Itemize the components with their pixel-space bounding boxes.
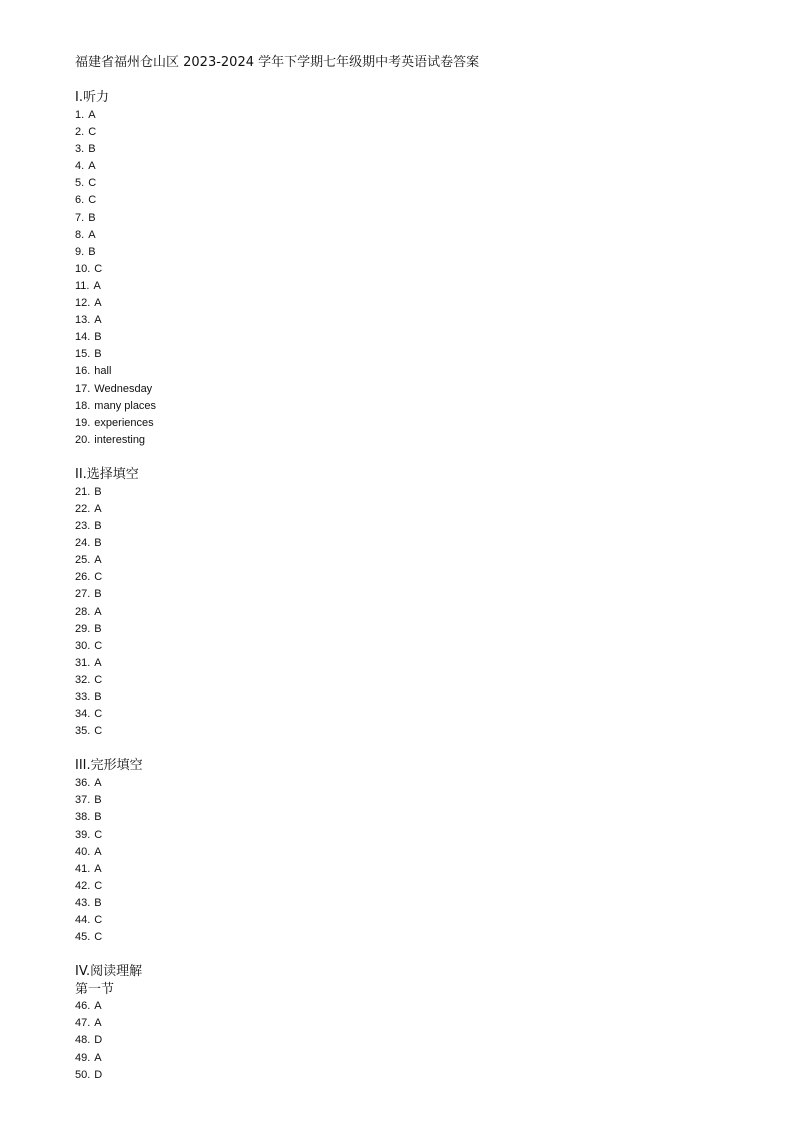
answer-value: C <box>88 126 97 139</box>
section-heading: I.听力 <box>75 90 109 105</box>
question-number: 26. <box>75 571 91 584</box>
answer-item <box>75 363 755 380</box>
answer-value: A <box>94 554 102 567</box>
question-number: 21. <box>75 485 91 498</box>
question-number: 35. <box>75 725 91 738</box>
question-number: 16. <box>75 365 91 378</box>
answer-value: A <box>94 502 102 515</box>
answer-item <box>75 827 755 844</box>
answer-value: B <box>94 811 102 824</box>
section-4 <box>75 963 755 1083</box>
answer-item <box>75 638 755 655</box>
answer-item <box>75 1015 755 1032</box>
answer-item <box>75 672 755 689</box>
question-number: 25. <box>75 554 91 567</box>
question-number: 8. <box>75 228 85 241</box>
answer-item <box>75 346 755 363</box>
question-number: 1. <box>75 109 85 121</box>
answer-item <box>75 244 755 261</box>
question-number: 43. <box>75 896 91 909</box>
answer-item <box>75 501 755 518</box>
answer-value: C <box>94 914 103 927</box>
answer-item <box>75 621 755 638</box>
question-number: 50. <box>75 1068 91 1081</box>
section-heading: IV.阅读理解 <box>75 964 143 980</box>
answer-item <box>75 1050 755 1067</box>
answer-item <box>75 586 755 603</box>
section-2 <box>75 466 755 740</box>
answer-item <box>75 175 755 192</box>
answer-value: A <box>94 314 102 327</box>
question-number: 20. <box>75 433 91 446</box>
question-number: 15. <box>75 348 91 361</box>
answer-item <box>75 929 755 946</box>
question-number: 12. <box>75 297 91 310</box>
answer-value: D <box>94 1034 103 1047</box>
question-number: 6. <box>75 194 85 207</box>
answer-item <box>75 415 755 432</box>
answer-item <box>75 689 755 706</box>
answer-item <box>75 706 755 723</box>
answer-item <box>75 141 755 158</box>
answer-item <box>75 192 755 209</box>
question-number: 39. <box>75 828 91 841</box>
answer-item <box>75 381 755 398</box>
answer-value: A <box>94 845 102 858</box>
answer-key-page <box>75 54 755 1101</box>
answer-item <box>75 261 755 278</box>
answer-value: A <box>88 228 96 241</box>
answer-item <box>75 432 755 449</box>
answer-item <box>75 723 755 740</box>
answer-item <box>75 398 755 415</box>
question-number: 13. <box>75 314 91 327</box>
document-title: 福建省福州仓山区 2023-2024 学年下学期七年级期中考英语试卷答案 <box>75 55 480 70</box>
question-number: 2. <box>75 126 85 139</box>
question-number: 19. <box>75 416 91 429</box>
question-number: 47. <box>75 1017 91 1030</box>
question-number: 11. <box>75 279 90 292</box>
answer-item <box>75 158 755 175</box>
question-number: 38. <box>75 811 91 824</box>
answer-value: A <box>94 1017 102 1030</box>
answer-value: B <box>94 588 102 601</box>
answer-item <box>75 912 755 929</box>
answer-item <box>75 484 755 501</box>
answer-value: B <box>94 691 102 703</box>
question-number: 31. <box>75 656 91 669</box>
question-number: 4. <box>75 160 85 173</box>
section-subheading: 第一节 <box>75 982 115 998</box>
answer-item <box>75 329 755 346</box>
answer-value: A <box>94 862 102 875</box>
question-number: 10. <box>75 262 91 275</box>
answer-value: C <box>94 673 103 686</box>
answer-value: B <box>94 348 102 361</box>
question-number: 48. <box>75 1034 91 1047</box>
question-number: 33. <box>75 691 91 703</box>
section-1 <box>75 89 755 449</box>
answer-value: many places <box>94 399 157 412</box>
answer-value: A <box>88 109 96 121</box>
answer-item <box>75 895 755 912</box>
answer-item <box>75 569 755 586</box>
answer-item <box>75 107 755 124</box>
answer-item <box>75 312 755 329</box>
question-number: 41. <box>75 862 91 875</box>
answer-item <box>75 878 755 895</box>
question-number: 17. <box>75 382 91 395</box>
answer-value: Wednesday <box>94 382 153 395</box>
question-number: 49. <box>75 1051 91 1064</box>
answer-item <box>75 295 755 312</box>
answer-value: A <box>94 1051 102 1064</box>
section-3 <box>75 757 755 946</box>
answer-sections <box>75 89 755 1084</box>
answer-item <box>75 227 755 244</box>
answer-value: C <box>94 725 103 738</box>
question-number: 9. <box>75 245 85 258</box>
answer-value: A <box>94 777 102 790</box>
answer-value: A <box>94 297 102 310</box>
answer-value: C <box>94 879 103 892</box>
answer-value: A <box>94 1000 102 1013</box>
section-heading: III.完形填空 <box>75 758 143 774</box>
answer-item <box>75 552 755 569</box>
answer-value: B <box>88 211 96 224</box>
answer-value: interesting <box>94 433 146 446</box>
answer-item <box>75 124 755 141</box>
answer-item <box>75 844 755 861</box>
answer-value: B <box>94 537 102 550</box>
question-number: 29. <box>75 622 91 635</box>
question-number: 34. <box>75 708 91 721</box>
answer-value: B <box>88 143 96 156</box>
question-number: 32. <box>75 673 91 686</box>
answer-item <box>75 998 755 1015</box>
answer-value: experiences <box>94 416 154 429</box>
answer-item <box>75 792 755 809</box>
answer-value: C <box>94 262 103 275</box>
question-number: 5. <box>75 177 85 190</box>
answer-value: B <box>94 520 102 533</box>
answer-item <box>75 655 755 672</box>
answer-value: C <box>94 571 103 584</box>
question-number: 37. <box>75 794 91 807</box>
question-number: 22. <box>75 502 91 515</box>
answer-value: B <box>94 896 102 909</box>
answer-value: C <box>94 828 103 841</box>
answer-item <box>75 210 755 227</box>
answer-value: D <box>94 1068 103 1081</box>
answer-value: C <box>94 708 103 721</box>
question-number: 42. <box>75 879 91 892</box>
answer-value: A <box>88 160 96 173</box>
answer-item <box>75 278 755 295</box>
answer-item <box>75 1067 755 1084</box>
answer-value: B <box>94 485 102 498</box>
answer-item <box>75 535 755 552</box>
question-number: 3. <box>75 143 85 156</box>
question-number: 40. <box>75 845 91 858</box>
question-number: 24. <box>75 537 91 550</box>
answer-value: C <box>88 177 97 190</box>
answer-item <box>75 775 755 792</box>
answer-item <box>75 604 755 621</box>
answer-value: A <box>93 279 101 292</box>
question-number: 45. <box>75 931 91 944</box>
answer-item <box>75 518 755 535</box>
answer-value: A <box>94 656 102 669</box>
answer-value: B <box>94 331 102 344</box>
answer-value: B <box>94 622 102 635</box>
question-number: 27. <box>75 588 91 601</box>
answer-value: B <box>94 794 102 807</box>
question-number: 14. <box>75 331 91 344</box>
answer-item <box>75 1032 755 1049</box>
answer-item <box>75 861 755 878</box>
answer-value: B <box>88 245 96 258</box>
answer-item <box>75 809 755 826</box>
answer-value: C <box>94 931 103 944</box>
question-number: 23. <box>75 520 91 533</box>
section-heading: II.选择填空 <box>75 466 139 482</box>
question-number: 30. <box>75 639 91 652</box>
answer-value: C <box>88 194 97 207</box>
question-number: 44. <box>75 914 91 927</box>
question-number: 7. <box>75 211 85 224</box>
question-number: 28. <box>75 605 91 618</box>
answer-value: A <box>94 605 102 618</box>
question-number: 36. <box>75 777 91 790</box>
answer-value: C <box>94 639 103 652</box>
question-number: 18. <box>75 399 91 412</box>
answer-value: hall <box>94 365 112 378</box>
question-number: 46. <box>75 1000 91 1013</box>
